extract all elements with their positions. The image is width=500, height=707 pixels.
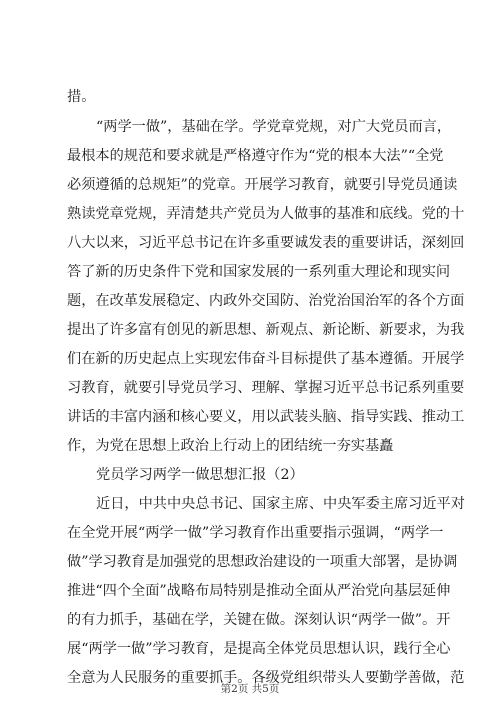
text-line: 全意为人民服务的重要抓手。各级党组织带头人要勤学善做，范: [67, 670, 465, 686]
text-line: 推进“四个全面”战略布局特别是推动全面从严治党向基层延伸: [67, 583, 451, 599]
page-number: 第2页 共5页: [220, 683, 280, 695]
text-line: 最根本的规范和要求就是严格遵守作为“党的根本大法”“全党: [67, 148, 444, 164]
text-line: 展“两学一做”学习教育，是提高全体党员思想认识，践行全心: [67, 641, 451, 657]
text-line: 题，在改革发展稳定、内政外交国防、治党治国治军的各个方面: [67, 293, 465, 309]
text-line: 作，为党在思想上政治上行动上的团结统一夯实基矗: [67, 438, 394, 454]
text-line: 措。: [67, 89, 96, 105]
text-line: 必须遵循的总规矩”的党章。开展学习教育，就要引导党员通读: [67, 177, 458, 193]
text-line: 提出了许多富有创见的新思想、新观点、新论断、新要求，为我: [67, 322, 465, 338]
text-line: 在全党开展“两学一做”学习教育作出重要指示强调，“两学一: [67, 525, 444, 541]
text-line: 八大以来，习近平总书记在许多重要诚发表的重要讲话，深刻回: [67, 235, 465, 251]
text-line: 答了新的历史条件下党和国家发展的一系列重大理论和现实问: [67, 264, 451, 280]
text-line: 熟读党章党规，弄清楚共产党员为人做事的基准和底线。党的十: [67, 206, 465, 222]
section-heading: 党员学习两学一做思想汇报（2）: [96, 467, 304, 483]
text-line: “两学一做”，基础在学。学党章党规，对广大党员而言，: [96, 119, 452, 135]
text-line: 们在新的历史起点上实现宏伟奋斗目标提供了基本遵循。开展学: [67, 351, 465, 367]
text-line: 近日，中共中央总书记、国家主席、中央军委主席习近平对: [96, 496, 465, 512]
text-line: 的有力抓手，基础在学，关键在做。深刻认识“两学一做”。开: [67, 612, 451, 628]
text-line: 讲话的丰富内涵和核心要义，用以武装头脑、指导实践、推动工: [67, 409, 465, 425]
text-line: 习教育，就要引导党员学习、理解、掌握习近平总书记系列重要: [67, 380, 465, 396]
text-line: 做”学习教育是加强党的思想政治建设的一项重大部署，是协调: [67, 554, 458, 570]
